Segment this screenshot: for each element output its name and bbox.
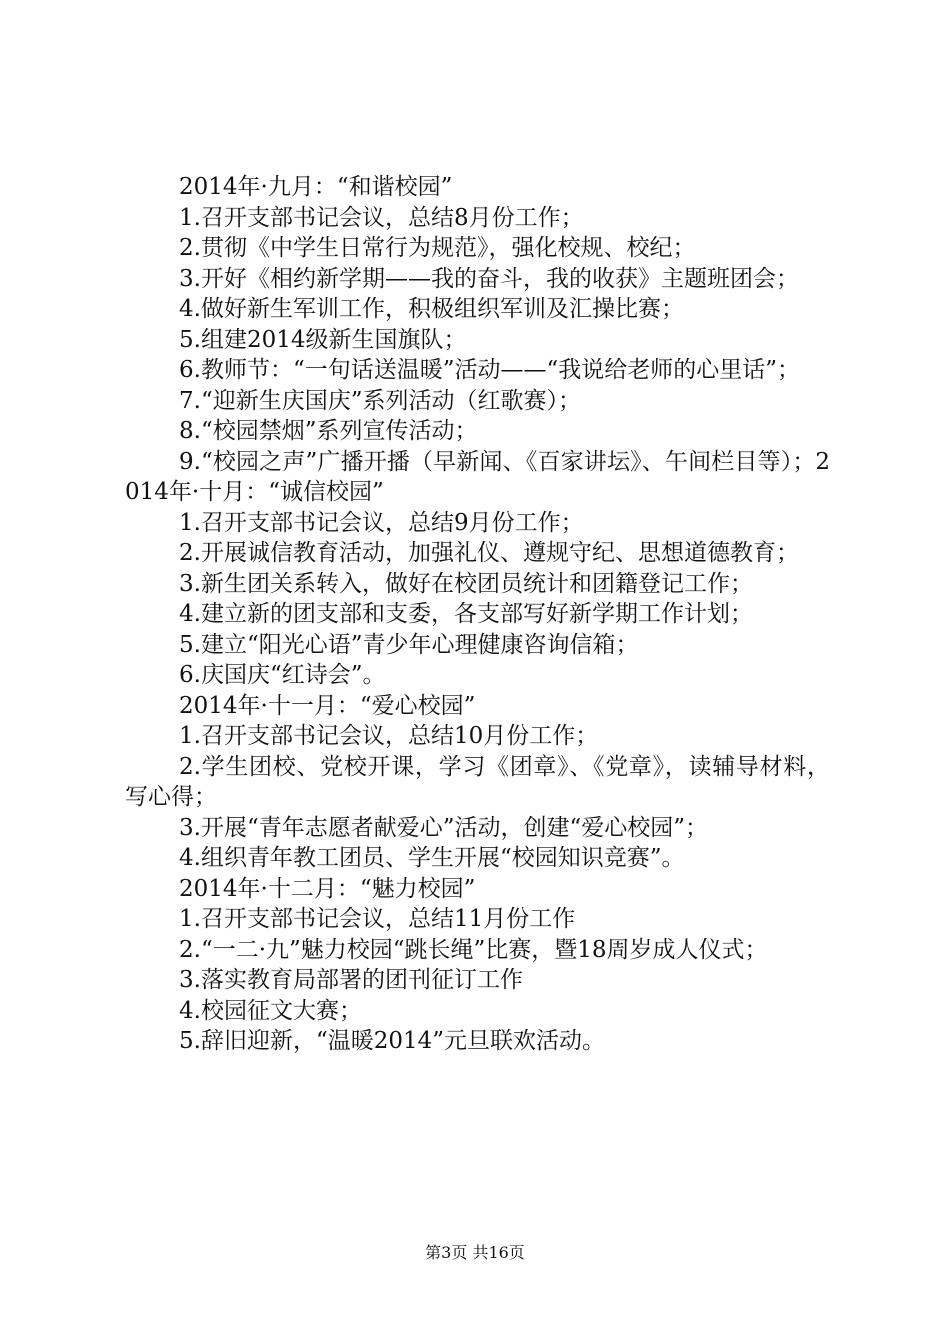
list-item: 1.召开支部书记会议，总结8月份工作； <box>179 204 584 231</box>
list-item: 3.开展“青年志愿者献爱心”活动，创建“爱心校园”； <box>179 814 708 841</box>
list-item: 2.开展诚信教育活动，加强礼仪、遵规守纪、思想道德教育； <box>179 540 799 566</box>
month-heading-november: 2014年·十一月：“爱心校园” <box>179 692 476 719</box>
list-item: 1.召开支部书记会议，总结10月份工作； <box>179 723 599 749</box>
list-item: 3.开好《相约新学期——我的奋斗，我的收获》主题班团会； <box>179 265 799 292</box>
list-item: 8.“校园禁烟”系列宣传活动； <box>179 418 478 444</box>
list-item: 5.辞旧迎新，“温暖2014”元旦联欢活动。 <box>179 1028 605 1054</box>
list-item: 2.贯彻《中学生日常行为规范》，强化校规、校纪； <box>179 235 696 261</box>
list-item: 4.校园征文大赛； <box>179 997 362 1024</box>
page-number-footer: 第3页 共16页 <box>425 1243 525 1262</box>
list-item: 2.学生团校、党校开课，学习《团章》、《党章》，读辅导材料，写心得； <box>125 753 830 810</box>
list-item: 1.召开支部书记会议，总结9月份工作； <box>179 509 584 536</box>
month-heading-december: 2014年·十二月：“魅力校园” <box>179 875 476 902</box>
list-item: 6.教师节：“一句话送温暖”活动——“我说给老师的心里话”； <box>179 357 800 383</box>
list-item: 4.组织青年教工团员、学生开展“校园知识竞赛”。 <box>179 845 685 871</box>
list-item: 1.召开支部书记会议，总结11月份工作 <box>179 906 576 932</box>
list-item: 5.组建2014级新生国旗队； <box>179 326 467 353</box>
list-item: 7.“迎新生庆国庆”系列活动（红歌赛）； <box>179 387 581 414</box>
list-item: 9.“校园之声”广播开播（早新闻、《百家讲坛》、午间栏目等）；2014年·十月：“诚信校园” <box>125 448 830 505</box>
list-item: 3.落实教育局部署的团刊征订工作 <box>179 967 523 993</box>
list-item: 5.建立“阳光心语”青少年心理健康咨询信箱； <box>179 631 639 658</box>
list-item: 4.建立新的团支部和支委，各支部写好新学期工作计划； <box>179 601 753 627</box>
month-heading-september: 2014年·九月：“和谐校园” <box>179 174 453 200</box>
list-item: 3.新生团关系转入，做好在校团员统计和团籍登记工作； <box>179 570 753 597</box>
list-item: 2.“一二·九”魅力校园“跳长绳”比赛，暨18周岁成人仪式； <box>179 936 768 963</box>
list-item: 4.做好新生军训工作，积极组织军训及汇操比赛； <box>179 296 684 322</box>
list-item: 6.庆国庆“红诗会”。 <box>179 662 386 688</box>
document-body <box>125 172 830 1057</box>
